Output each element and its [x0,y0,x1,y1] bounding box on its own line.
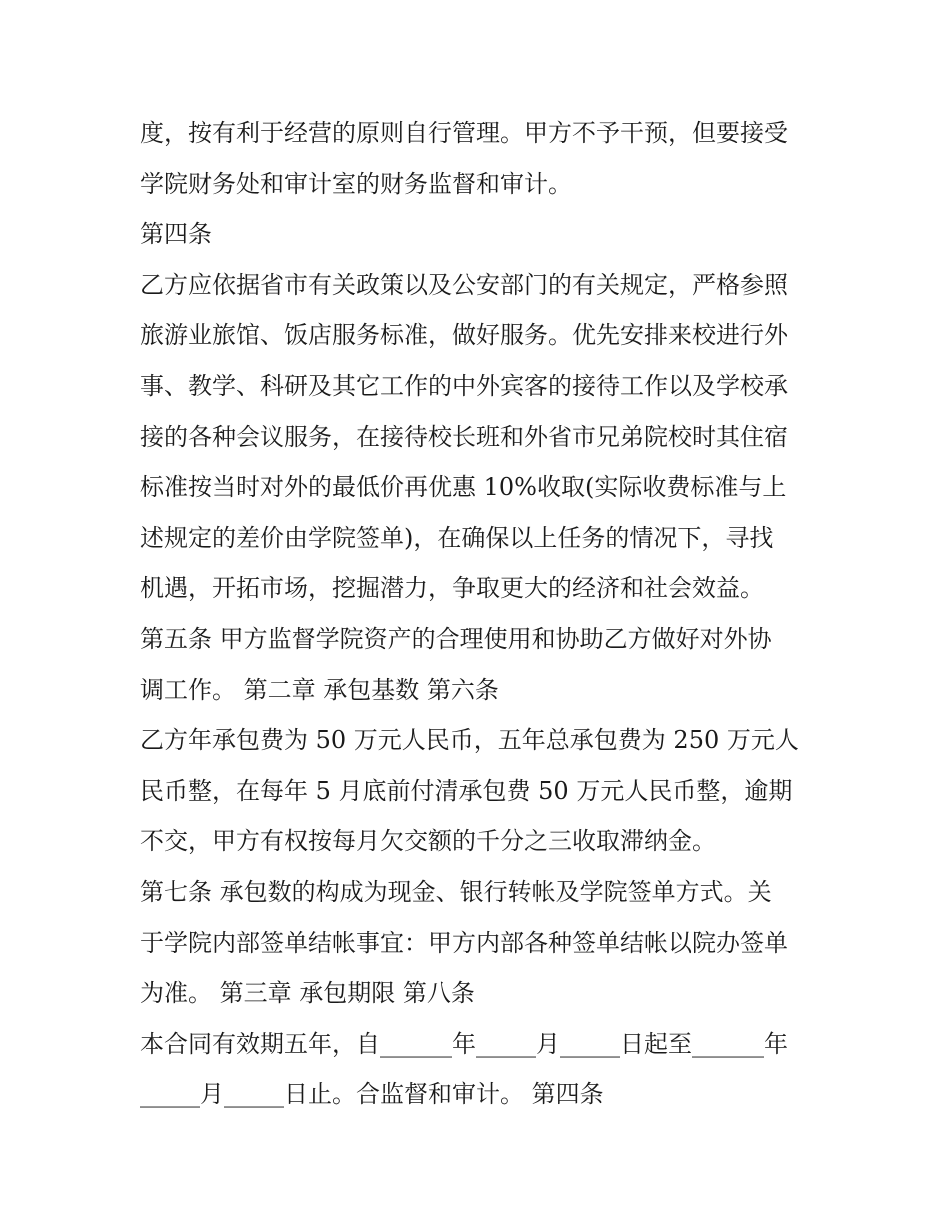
text-line: 民币整，在每年 5 月底前付清承包费 50 万元人民币整，逾期 [140,776,793,805]
text-line: 接的各种会议服务，在接待校长班和外省市兄弟院校时其住宿 [140,422,788,451]
document-body [140,108,820,1120]
text-line: 第七条 承包数的构成为现金、银行转帐及学院签单方式。关 [140,877,772,906]
text-line: 本合同有效期五年，自______年_____月_____日起至______年 [140,1029,788,1058]
text-line: 乙方年承包费为 50 万元人民币，五年总承包费为 250 万元人 [140,726,799,755]
text-line: 事、教学、科研及其它工作的中外宾客的接待工作以及学校承 [140,371,788,400]
text-line: 于学院内部签单结帐事宜：甲方内部各种签单结帐以院办签单 [140,928,788,957]
text-line: 调工作。 第二章 承包基数 第六条 [140,675,499,704]
text-line: _____月_____日止。合监督和审计。 第四条 [140,1080,604,1109]
text-line: 不交，甲方有权按每月欠交额的千分之三收取滞纳金。 [140,827,716,856]
text-line: 学院财务处和审计室的财务监督和审计。 [140,169,572,198]
text-line: 机遇，开拓市场，挖掘潜力，争取更大的经济和社会效益。 [140,574,764,603]
text-line: 为准。 第三章 承包期限 第八条 [140,979,475,1008]
text-line: 第五条 甲方监督学院资产的合理使用和协助乙方做好对外协 [140,624,772,653]
text-line: 标准按当时对外的最低价再优惠 10%收取(实际收费标准与上 [140,473,787,502]
text-line: 旅游业旅馆、饭店服务标准，做好服务。优先安排来校进行外 [140,321,788,350]
article-heading: 第四条 [140,220,212,249]
text-line: 述规定的差价由学院签单)，在确保以上任务的情况下，寻找 [140,523,774,552]
text-line: 乙方应依据省市有关政策以及公安部门的有关规定，严格参照 [140,270,788,299]
text-line: 度，按有利于经营的原则自行管理。甲方不予干预，但要接受 [140,119,788,147]
